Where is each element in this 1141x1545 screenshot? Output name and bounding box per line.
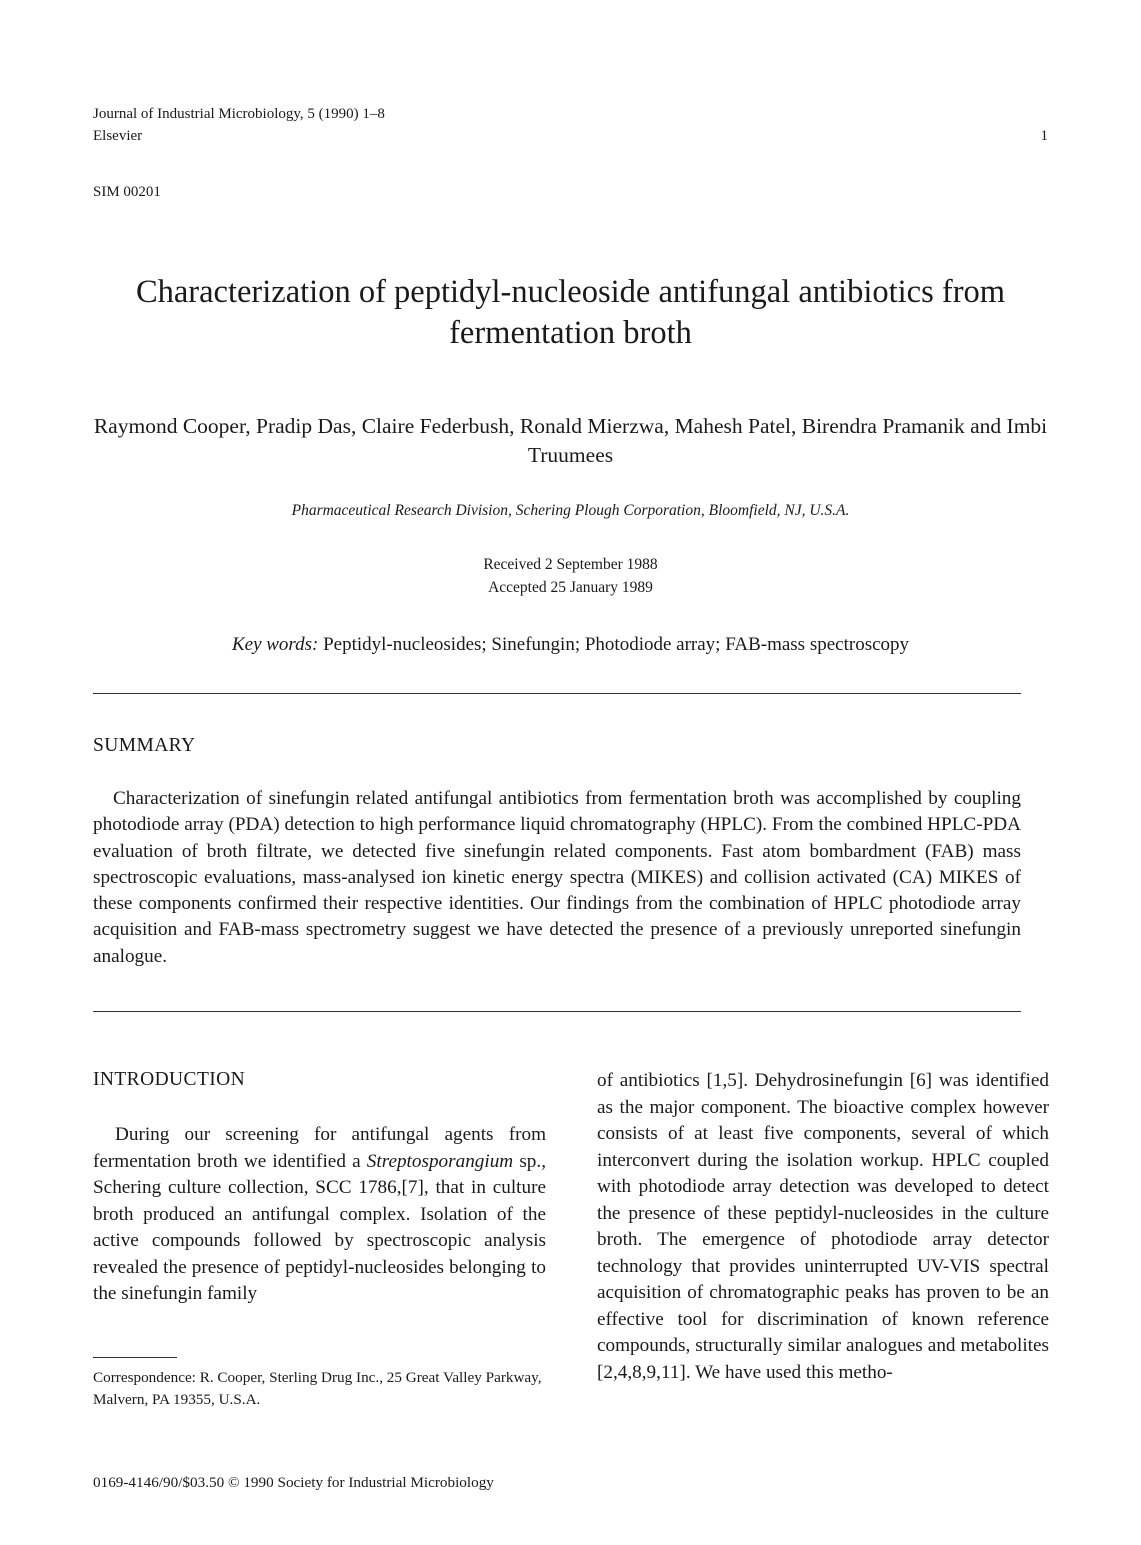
received-date: Received 2 September 1988	[483, 556, 658, 573]
article-id: SIM 00201	[93, 184, 161, 200]
intro-text-part2: sp., Schering culture collection, SCC 1786,[7], that in culture broth produced an antifungal complex. Isolation of the active compounds followed by spectroscopic analysis revealed the presence of peptidyl-nucleosides belonging to the sinefungin family	[93, 1150, 546, 1304]
introduction-heading: INTRODUCTION	[93, 1069, 246, 1090]
introduction-paragraph-left	[93, 1122, 546, 1308]
divider-top	[93, 693, 1021, 694]
correspondence-footnote: Correspondence: R. Cooper, Sterling Drug Inc., 25 Great Valley Parkway, Malvern, PA 19355, U.S.A.	[93, 1369, 542, 1408]
keywords-line	[60, 632, 1081, 658]
divider-bottom	[93, 1011, 1021, 1012]
article-title: Characterization of peptidyl-nucleoside antifungal antibiotics from fermentation broth	[135, 274, 1006, 351]
summary-heading: SUMMARY	[93, 735, 196, 756]
keywords-list: Peptidyl-nucleosides; Sinefungin; Photodiode array; FAB-mass spectroscopy	[323, 634, 910, 655]
species-name: Streptosporangium	[366, 1150, 514, 1172]
intro-text-part1: During our screening for antifungal agents from fermentation broth we identified a	[93, 1124, 546, 1172]
journal-citation: Journal of Industrial Microbiology, 5 (1990) 1–8	[93, 106, 385, 122]
publisher-name: Elsevier	[93, 128, 143, 144]
author-list: Raymond Cooper, Pradip Das, Claire Federbush, Ronald Mierzwa, Mahesh Patel, Birendra Pramanik and Imbi Truumees	[93, 414, 1048, 467]
page-number: 1	[1040, 128, 1048, 144]
footnote-rule	[93, 1357, 177, 1358]
affiliation: Pharmaceutical Research Division, Schering Plough Corporation, Bloomfield, NJ, U.S.A.	[291, 502, 850, 519]
accepted-date: Accepted 25 January 1989	[488, 579, 653, 596]
keywords-label: Key words:	[231, 634, 319, 655]
introduction-paragraph-right: of antibiotics [1,5]. Dehydrosinefungin [6] was identified as the major component. The bioactive complex however consists of at least five components, several of which interconvert during the isolation workup. HPLC coupled with photodiode array detection was developed to detect the presence of these peptidyl-nucleosides in the culture broth. The emergence of photodiode array detector technology that provides uninterrupted UV-VIS spectral acquisition of chromatographic peaks has proven to be an effective tool for discrimination of known reference compounds, structurally similar analogues and metabolites [2,4,8,9,11]. We have used this metho-	[597, 1070, 1049, 1383]
summary-paragraph: Characterization of sinefungin related antifungal antibiotics from fermentation broth was accomplished by coupling photodiode array (PDA) detection to high performance liquid chromatography (HPLC). From the combined HPLC-PDA evaluation of broth filtrate, we detected five sinefungin related components. Fast atom bombardment (FAB) mass spectroscopic evaluations, mass-analysed ion kinetic energy spectra (MIKES) and collision activated (CA) MIKES of these components confirmed their respective identities. Our findings from the combination of HPLC photodiode array acquisition and FAB-mass spectrometry suggest we have detected the presence of a previously unreported sinefungin analogue.	[93, 788, 1021, 967]
copyright-line: 0169-4146/90/$03.50 © 1990 Society for Industrial Microbiology	[93, 1474, 494, 1491]
